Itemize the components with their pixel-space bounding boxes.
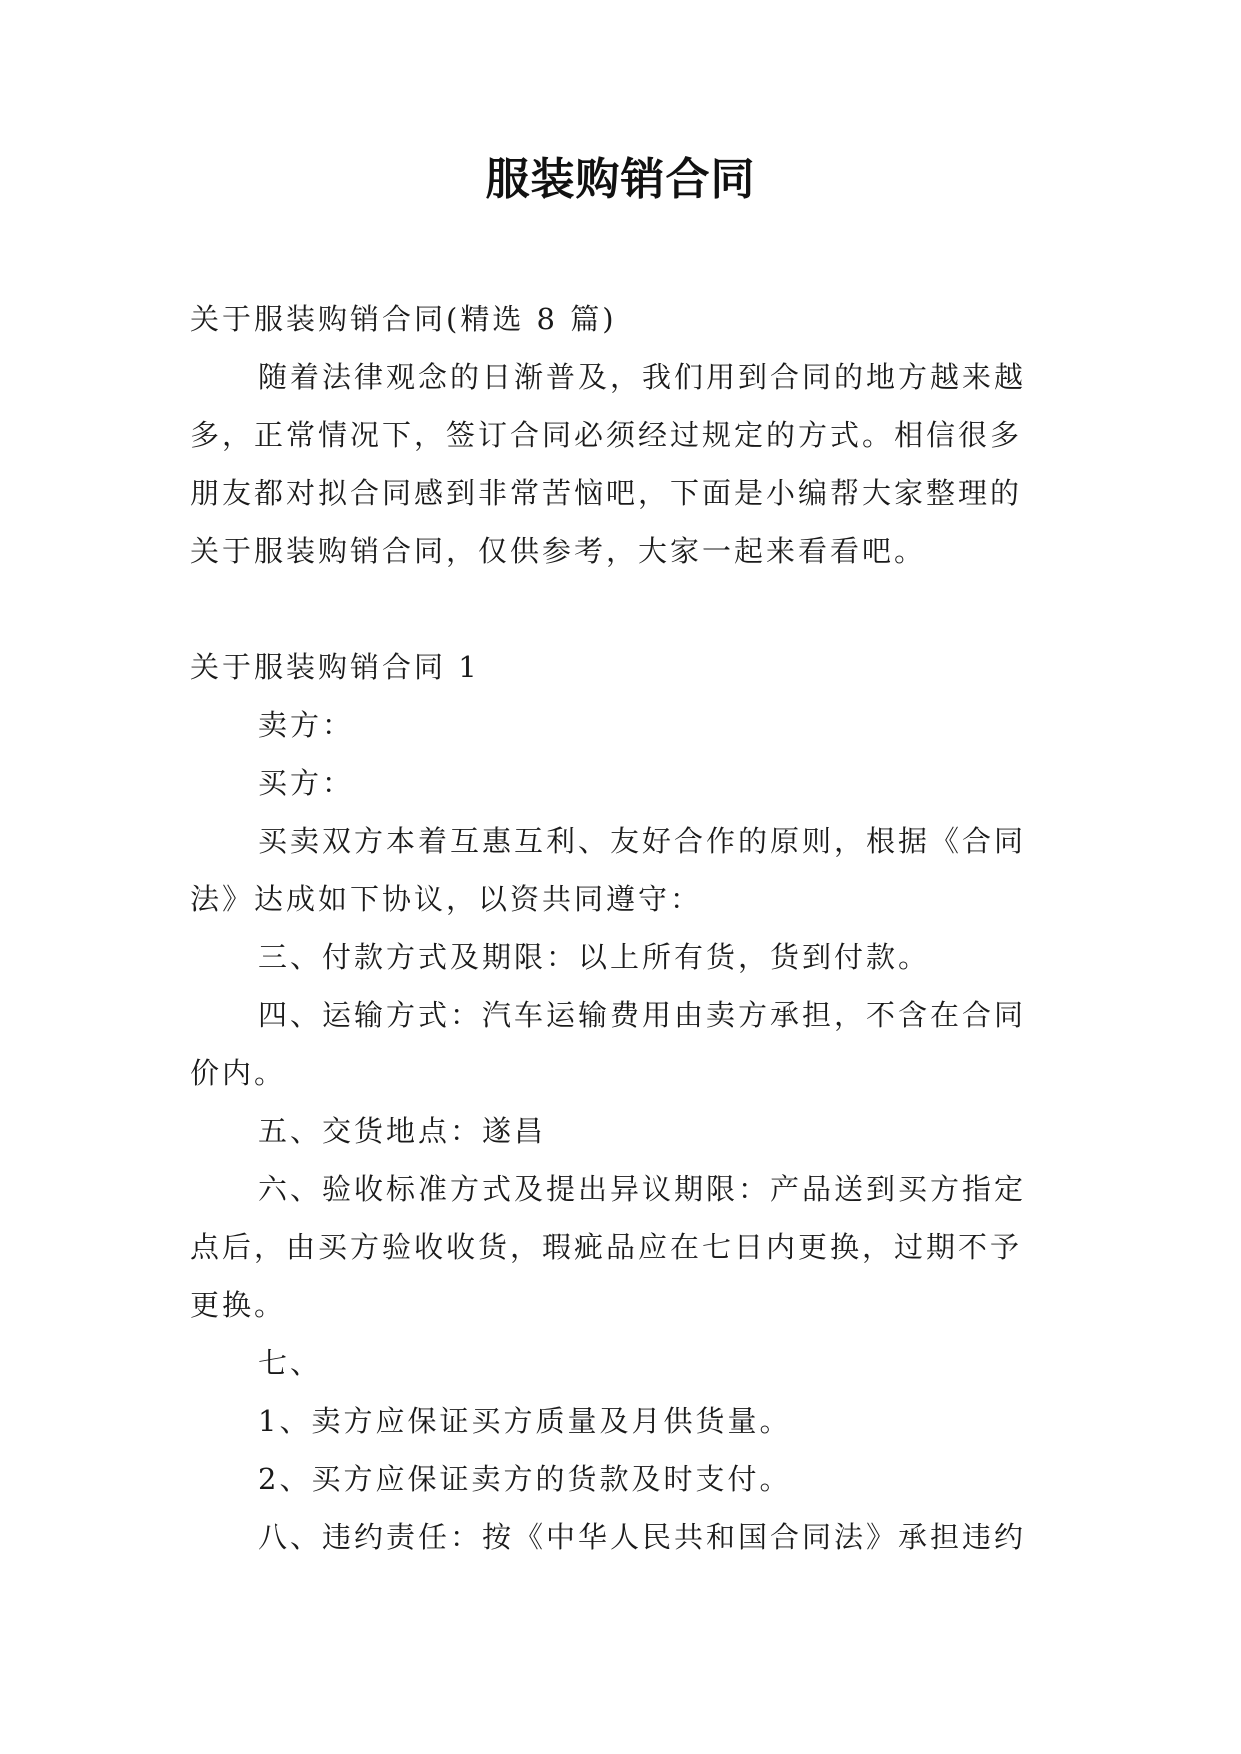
clause-7: 七、 bbox=[258, 1346, 323, 1380]
clause-6-line-2: 点后，由买方验收收货，瑕疵品应在七日内更换，过期不予 bbox=[190, 1230, 1023, 1264]
clause-4-line-2: 价内。 bbox=[190, 1056, 287, 1090]
seller-label: 卖方： bbox=[258, 708, 355, 742]
intro-line-1: 随着法律观念的日渐普及，我们用到合同的地方越来越 bbox=[258, 360, 1027, 394]
preamble-line-1: 买卖双方本着互惠互利、友好合作的原则，根据《合同 bbox=[258, 824, 1027, 858]
clause-8: 八、违约责任：按《中华人民共和国合同法》承担违约 bbox=[258, 1520, 1027, 1554]
paragraph-gap bbox=[190, 580, 1050, 638]
clause-7-item-1: 1、卖方应保证买方质量及月供货量。 bbox=[258, 1404, 792, 1438]
document-body bbox=[190, 290, 1050, 1566]
clause-4-line-1: 四、运输方式：汽车运输费用由卖方承担，不含在合同 bbox=[258, 998, 1027, 1032]
clause-6-line-3: 更换。 bbox=[190, 1288, 287, 1322]
preamble-line-2: 法》达成如下协议，以资共同遵守： bbox=[190, 882, 703, 916]
buyer-label: 买方： bbox=[258, 766, 355, 800]
intro-line-3: 朋友都对拟合同感到非常苦恼吧，下面是小编帮大家整理的 bbox=[190, 476, 1023, 510]
clause-7-item-2: 2、买方应保证卖方的货款及时支付。 bbox=[258, 1462, 792, 1496]
clause-6-line-1: 六、验收标准方式及提出异议期限：产品送到买方指定 bbox=[258, 1172, 1027, 1206]
subtitle: 关于服装购销合同(精选 8 篇) bbox=[190, 302, 617, 336]
document-title: 服装购销合同 bbox=[485, 154, 756, 205]
section-heading: 关于服装购销合同 1 bbox=[190, 650, 480, 684]
clause-5: 五、交货地点：遂昌 bbox=[258, 1114, 547, 1148]
clause-3: 三、付款方式及期限：以上所有货，货到付款。 bbox=[258, 940, 931, 974]
intro-line-4: 关于服装购销合同，仅供参考，大家一起来看看吧。 bbox=[190, 534, 927, 568]
intro-line-2: 多，正常情况下，签订合同必须经过规定的方式。相信很多 bbox=[190, 418, 1023, 452]
